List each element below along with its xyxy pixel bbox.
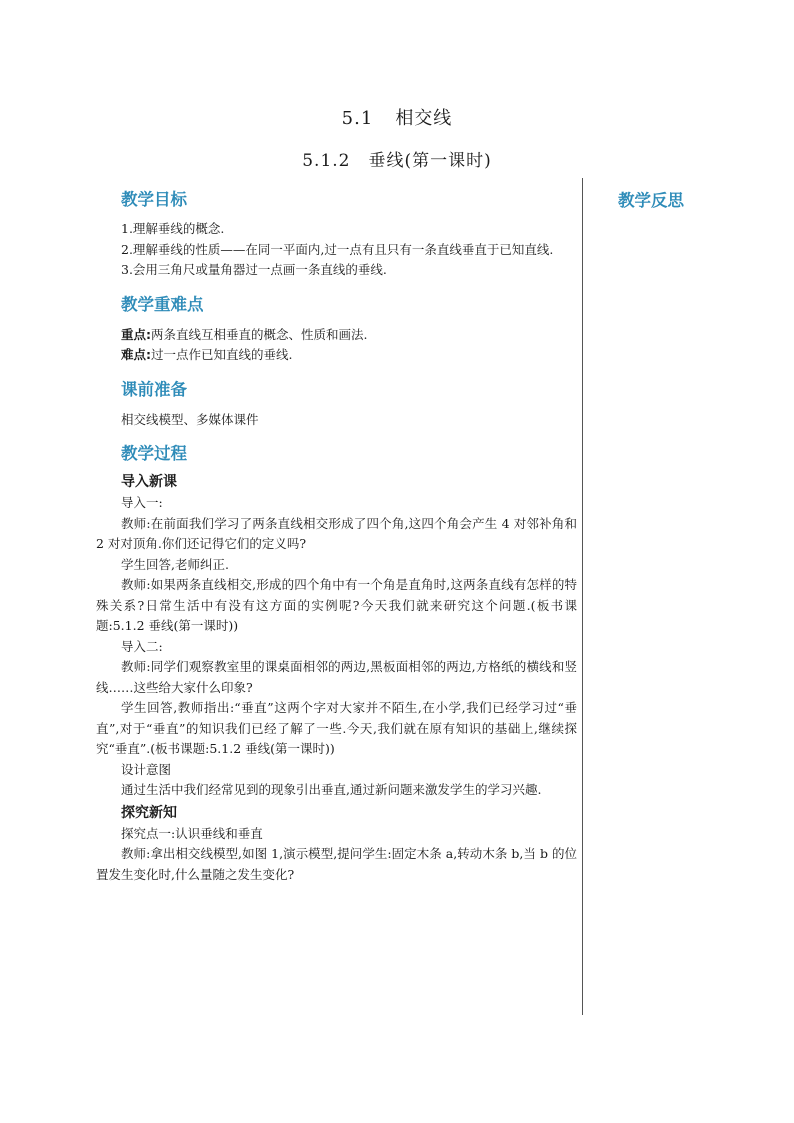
focus-text: 两条直线互相垂直的概念、性质和画法.: [151, 326, 368, 342]
reflection-heading: 教学反思: [618, 191, 684, 210]
difficulty-label: 难点:: [121, 347, 151, 362]
paragraph: 学生回答,教师指出:“垂直”这两个字对大家并不陌生,在小学,我们已经学习过“垂直”,对于“垂直”的知识我们已经了解了一些.今天,我们就在原有知识的基础上,继续探究“垂直”.(板书课题:5.1.2 垂线(第一课时)): [96, 700, 577, 756]
paragraph: 教师:拿出相交线模型,如图 1,演示模型,提问学生:固定木条 a,转动木条 b,当 b 的位置发生变化时,什么量随之发生变化?: [96, 846, 577, 882]
focus-line: [96, 325, 577, 346]
section-name: 相交线: [395, 108, 453, 129]
paragraph: 教师:同学们观察教室里的课桌面相邻的两边,黑板面相邻的两边,方格纸的横线和竖线……这些给大家什么印象?: [96, 659, 577, 695]
objectives-heading: 教学目标: [121, 190, 187, 209]
objective-item: 1.理解垂线的概念.: [121, 221, 225, 236]
difficulty-text: 过一点作已知直线的垂线.: [151, 347, 293, 362]
paragraph: 设计意图: [121, 761, 172, 777]
subsection-title: [0, 146, 794, 171]
process-heading: 教学过程: [121, 444, 187, 463]
paragraph: 导入二:: [121, 638, 163, 654]
paragraph: 探究点一:认识垂线和垂直: [121, 825, 263, 841]
lesson-plan-body: [96, 186, 577, 885]
explore-title: 探究新知: [121, 804, 177, 821]
section-title: [0, 104, 794, 130]
subsection-name: 垂线(第一课时): [368, 151, 492, 171]
paragraph: 导入一:: [121, 495, 163, 510]
key-points-heading: 教学重难点: [121, 294, 204, 314]
paragraph: 教师:如果两条直线相交,形成的四个角中有一个角是直角时,这两条直线有怎样的特殊关系?日常生活中有没有这方面的实例呢?今天我们就来研究这个问题.(板书课题:5.1.2 垂线(第一课时)): [96, 577, 577, 633]
column-divider: [582, 178, 583, 1015]
objective-item: 2.理解垂线的性质——在同一平面内,过一点有且只有一条直线垂直于已知直线.: [121, 241, 554, 257]
paragraph: 教师:在前面我们学习了两条直线相交形成了四个角,这四个角会产生 4 对邻补角和 2 对对顶角.你们还记得它们的定义吗?: [96, 515, 577, 551]
subsection-number: 5.1.2: [302, 151, 351, 171]
objective-item: 3.会用三角尺或量角器过一点画一条直线的垂线.: [121, 262, 387, 277]
paragraph: 学生回答,老师纠正.: [121, 556, 229, 572]
paragraph: 通过生活中我们经常见到的现象引出垂直,通过新问题来激发学生的学习兴趣.: [121, 782, 542, 797]
preparation-text: 相交线模型、多媒体课件: [121, 411, 259, 427]
preparation-heading: 课前准备: [121, 379, 187, 399]
intro-title: 导入新课: [121, 474, 177, 490]
focus-label: 重点:: [121, 326, 151, 342]
section-number: 5.1: [341, 108, 374, 129]
difficulty-line: [96, 345, 577, 366]
